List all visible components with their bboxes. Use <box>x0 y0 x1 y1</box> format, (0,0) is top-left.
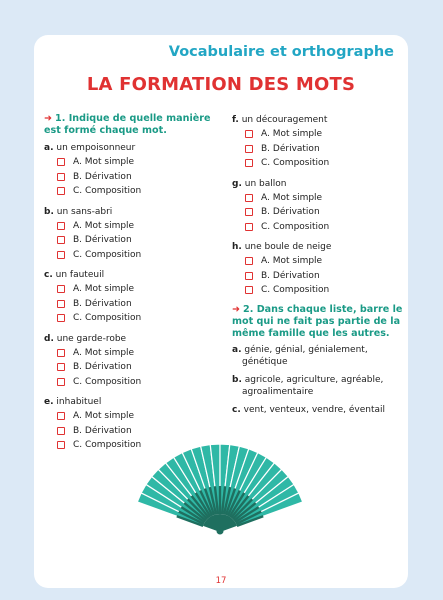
exercise-2-text: 2. Dans chaque liste, barre le mot qui ne fait pas partie de la même famille que les autres. <box>232 303 403 339</box>
list-words: agricole, agriculture, agréable, agroalimentaire <box>242 374 384 397</box>
question-letter: b. <box>44 206 54 217</box>
option-label: B. Dérivation <box>261 207 320 217</box>
question-letter: h. <box>232 242 242 252</box>
option-label: A. Mot simple <box>73 157 135 167</box>
option-label: B. Dérivation <box>73 171 132 182</box>
arrow-icon: ➜ <box>44 113 53 124</box>
option-label: B. Dérivation <box>73 298 132 309</box>
question-letter: g. <box>232 178 242 189</box>
page-title: LA FORMATION DES MOTS <box>86 74 356 95</box>
option-label: A. Mot simple <box>261 129 323 139</box>
list-letter: a. <box>232 344 242 355</box>
question-letter: a. <box>44 143 54 153</box>
list-letter: b. <box>232 374 242 385</box>
exercise-1-text: 1. Indique de quelle manière est formé chaque mot. <box>44 113 211 136</box>
option-label: C. Composition <box>261 285 330 295</box>
question-letter: c. <box>44 270 53 280</box>
option-label: C. Composition <box>261 221 330 232</box>
option-label: B. Dérivation <box>73 425 132 436</box>
section-title: Vocabulaire et orthographe <box>168 44 394 60</box>
option-label: A. Mot simple <box>73 347 135 358</box>
question-word: un empoisonneur <box>56 143 136 153</box>
option-label: B. Dérivation <box>73 235 132 245</box>
option-label: A. Mot simple <box>73 284 135 294</box>
option-label: B. Dérivation <box>261 143 320 154</box>
option-label: B. Dérivation <box>261 270 320 281</box>
question-word: une boule de neige <box>244 242 332 252</box>
list-words: vent, venteux, vendre, éventail <box>243 404 386 415</box>
question-letter: f. <box>232 115 239 125</box>
question-word: un ballon <box>244 178 287 189</box>
option-label: A. Mot simple <box>73 411 135 421</box>
arrow-icon: ➜ <box>232 303 241 315</box>
question-word: une garde-robe <box>56 333 127 344</box>
question-word: inhabituel <box>56 397 102 407</box>
question-letter: e. <box>44 397 54 407</box>
option-label: A. Mot simple <box>261 256 323 266</box>
question-word: un découragement <box>241 115 328 125</box>
option-label: C. Composition <box>73 376 142 387</box>
list-words: génie, génial, génialement, génétique <box>242 344 368 367</box>
page-card <box>34 35 408 588</box>
fan-pin <box>217 528 224 535</box>
option-label: C. Composition <box>261 158 330 168</box>
option-label: C. Composition <box>73 313 142 323</box>
option-label: C. Composition <box>73 440 142 450</box>
fan-illustration <box>34 35 408 588</box>
page-number: 17 <box>215 576 227 586</box>
question-letter: d. <box>44 333 54 344</box>
question-word: un sans-abri <box>56 206 113 217</box>
option-label: A. Mot simple <box>73 220 135 231</box>
option-label: A. Mot simple <box>261 192 323 203</box>
question-word: un fauteuil <box>55 270 105 280</box>
option-label: B. Dérivation <box>73 362 132 372</box>
list-letter: c. <box>232 404 241 415</box>
option-label: C. Composition <box>73 186 142 196</box>
option-label: C. Composition <box>73 249 142 260</box>
